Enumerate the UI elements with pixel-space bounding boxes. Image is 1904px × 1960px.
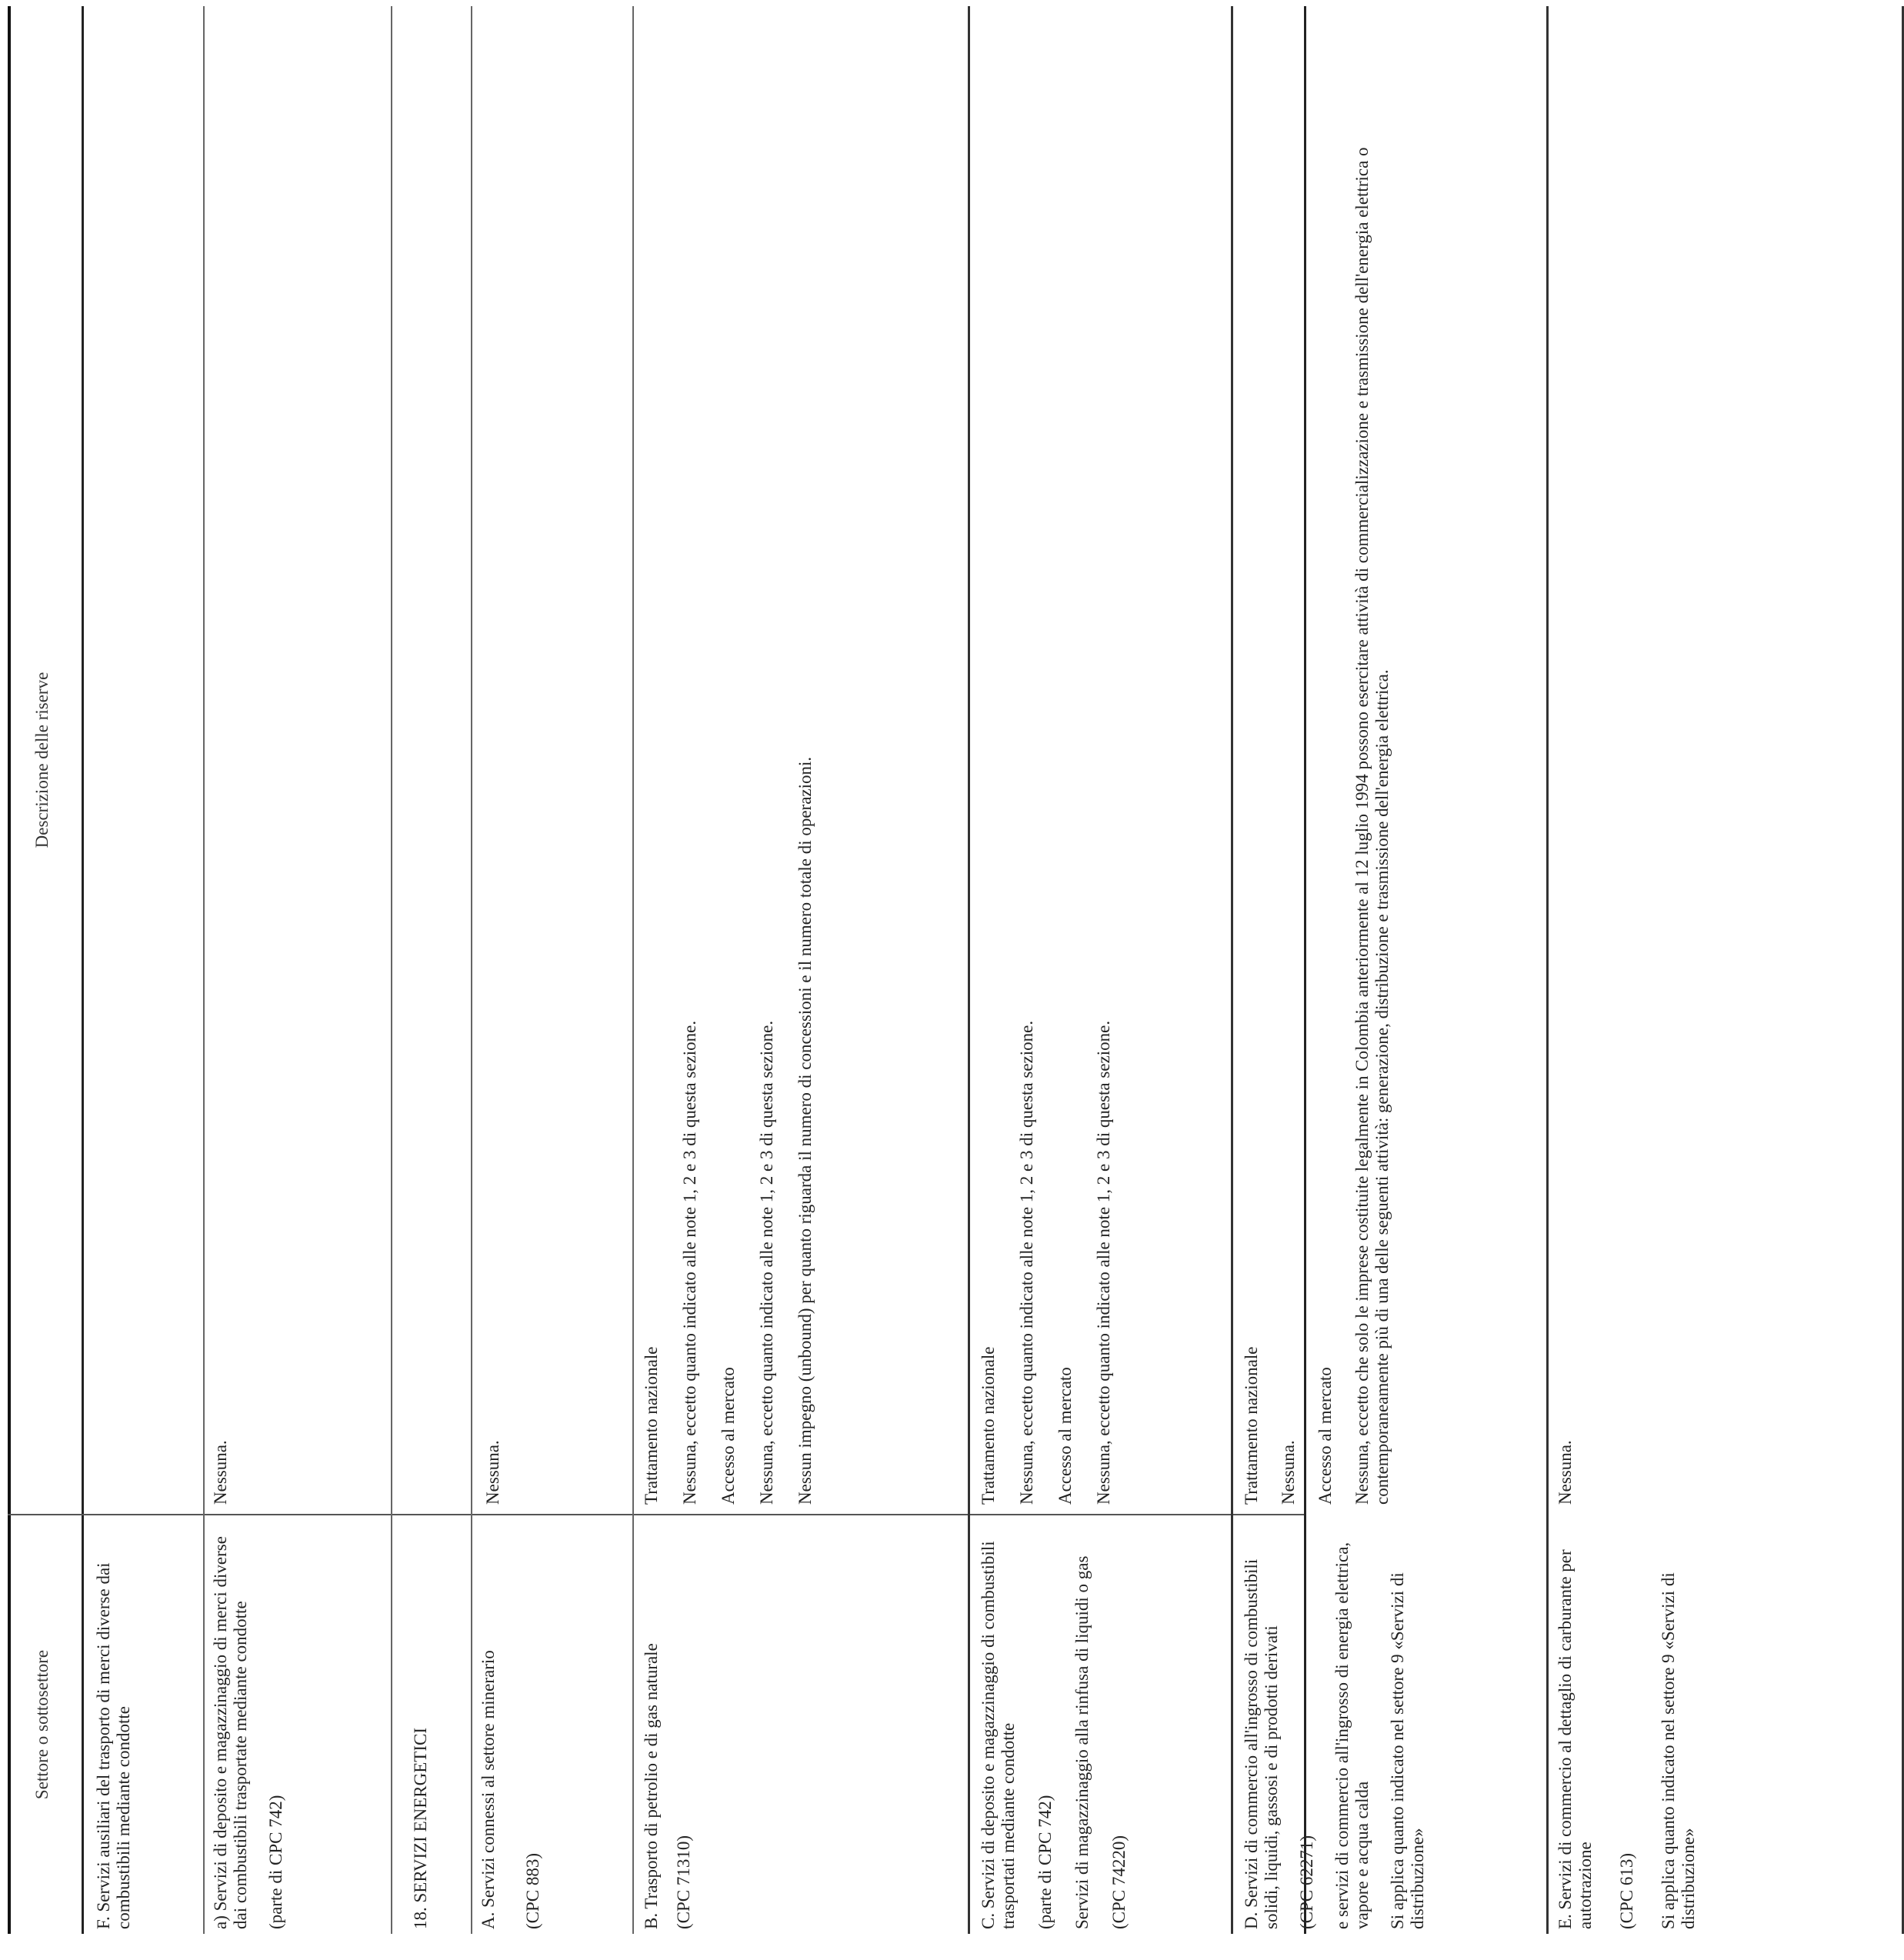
sector-title: E. Servizi di commercio al dettaglio di carburante per autotrazione bbox=[1556, 1549, 1595, 1929]
sector-title: a) Servizi di deposito e magazzinaggio di merci diverse dai combustibili trasportate mediante condotte bbox=[211, 1536, 250, 1929]
section-title: 18. SERVIZI ENERGETICI bbox=[411, 1728, 430, 1929]
row-B-reservations bbox=[642, 20, 815, 1505]
reservation-text: Nessuna, eccetto quanto indicato alle note 1, 2 e 3 di questa sezione. bbox=[680, 1020, 699, 1505]
sector-code: (CPC 62271) bbox=[1297, 1835, 1316, 1929]
sector-title: B. Trasporto di petrolio e di gas naturale bbox=[642, 1643, 661, 1929]
reservation-text: Nessun impegno (unbound) per quanto riguarda il numero di concessioni e il numero totale di operazioni. bbox=[795, 756, 815, 1505]
reservation-heading: Trattamento nazionale bbox=[642, 1346, 661, 1505]
reservation-heading: Accesso al mercato bbox=[1315, 1367, 1335, 1505]
reservation-heading: Accesso al mercato bbox=[1055, 1367, 1075, 1505]
header-bottom-rule bbox=[82, 6, 84, 1934]
reservation-text: Nessuna. bbox=[211, 1440, 230, 1505]
reservation-text: Nessuna. bbox=[483, 1440, 502, 1505]
reservation-text: Nessuna, eccetto quanto indicato alle note 1, 2 e 3 di questa sezione. bbox=[1094, 1020, 1113, 1505]
row-D-sector bbox=[1242, 1529, 1428, 1929]
row-E-sector bbox=[1556, 1529, 1699, 1929]
sector-note: Si applica quanto indicato nel settore 9 «Servizi di distribuzione» bbox=[1388, 1572, 1427, 1929]
sector-title: A. Servizi connessi al settore minerario bbox=[479, 1650, 498, 1929]
sector-code: (parte di CPC 742) bbox=[266, 1795, 285, 1929]
row-B-sector bbox=[642, 1529, 694, 1929]
reservation-heading: Trattamento nazionale bbox=[1242, 1346, 1261, 1505]
reservation-text: Nessuna. bbox=[1279, 1440, 1298, 1505]
row-separator bbox=[632, 6, 634, 1934]
reservation-text: Nessuna. bbox=[1556, 1440, 1575, 1505]
sector-code: (CPC 883) bbox=[523, 1852, 542, 1929]
row-separator-thick bbox=[1546, 6, 1549, 1934]
reservation-text: Nessuna, eccetto che solo le imprese costituite legalmente in Colombia anteriormente al 12 luglio 1994 possono esercitare attività di commercializzazione e trasmissione dell'energia elettrica o contemporaneamente più di una delle seguenti attività: generazione, distribuzione e trasmissione dell'energia elettrica. bbox=[1352, 147, 1392, 1505]
reservation-text: Nessuna, eccetto quanto indicato alle note 1, 2 e 3 di questa sezione. bbox=[1017, 1020, 1036, 1505]
row-A-sector bbox=[479, 1529, 543, 1929]
row-D-reservations bbox=[1242, 20, 1392, 1505]
sector-code: (CPC 71310) bbox=[674, 1835, 693, 1929]
reservation-text: Nessuna, eccetto quanto indicato alle note 1, 2 e 3 di questa sezione. bbox=[757, 1020, 776, 1505]
sector-subtitle: e servizi di commercio all'ingrosso di energia elettrica, vapore e acqua calda bbox=[1332, 1542, 1372, 1929]
row-E-reservations bbox=[1556, 20, 1576, 1505]
row-A-reservations bbox=[483, 20, 503, 1505]
row-separator bbox=[471, 6, 472, 1934]
sector-code: (CPC 613) bbox=[1617, 1852, 1636, 1929]
row-C-sector bbox=[979, 1529, 1129, 1929]
sector-code: (parte di CPC 742) bbox=[1035, 1795, 1055, 1929]
sector-code: (CPC 74220) bbox=[1109, 1835, 1129, 1929]
header-sector: Settore o sottosettore bbox=[32, 1649, 52, 1800]
section-heading bbox=[411, 1529, 431, 1929]
sector-subtitle: Servizi di magazzinaggio alla rinfusa di liquidi o gas bbox=[1072, 1555, 1092, 1929]
row-separator bbox=[391, 6, 392, 1934]
sector-title: C. Servizi di deposito e magazzinaggio di combustibili trasportati mediante condotte bbox=[979, 1541, 1018, 1929]
reservation-heading: Accesso al mercato bbox=[719, 1367, 738, 1505]
row-C-reservations bbox=[979, 20, 1114, 1505]
header-reservations: Descrizione delle riserve bbox=[32, 672, 52, 848]
row-a-sector bbox=[211, 1529, 286, 1929]
row-f-sector bbox=[94, 1529, 134, 1929]
sector-title: D. Servizi di commercio all'ingrosso di combustibili solidi, liquidi, gassosi e di prodotti derivati bbox=[1242, 1558, 1281, 1929]
row-separator bbox=[203, 6, 205, 1934]
row-separator-thick bbox=[968, 6, 970, 1934]
column-divider bbox=[8, 1514, 1304, 1515]
sector-title: F. Servizi ausiliari del trasporto di merci diverse dai combustibili mediante condotte bbox=[94, 1562, 133, 1929]
row-separator-thick bbox=[1231, 6, 1233, 1934]
reservation-heading: Trattamento nazionale bbox=[979, 1346, 998, 1505]
table-top-rule bbox=[8, 6, 11, 1934]
row-a-reservations bbox=[211, 20, 231, 1505]
sector-note: Si applica quanto indicato nel settore 9 «Servizi di distribuzione» bbox=[1659, 1572, 1698, 1929]
